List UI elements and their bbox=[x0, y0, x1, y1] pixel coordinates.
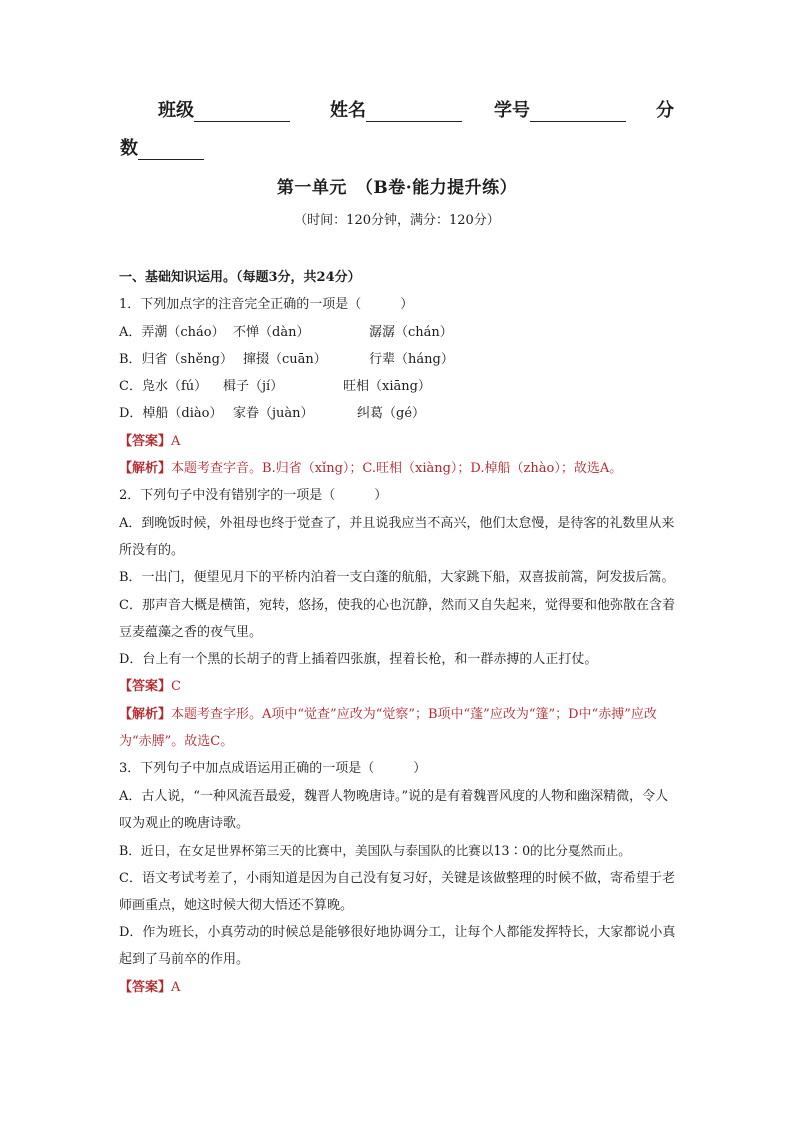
class-blank[interactable] bbox=[194, 103, 290, 122]
q1-option-a bbox=[119, 319, 677, 346]
q2-option-b: B．一出门，便望见月下的平桥内泊着一支白蓬的航船，大家跳下船，双喜拔前篙，阿发拔后篙。 bbox=[119, 570, 675, 586]
answer-value: A bbox=[171, 433, 181, 449]
name-blank[interactable] bbox=[366, 103, 462, 122]
q3-option-a: A．古人说，“一种风流吾最爱，魏晋人物晚唐诗。”说的是有着魏晋风度的人物和幽深精微，令人叹为观止的晚唐诗歌。 bbox=[119, 788, 669, 831]
score-blank[interactable] bbox=[138, 141, 204, 160]
option-item: 行辈（háng） bbox=[369, 351, 454, 367]
q3-option-d: D．作为班长，小真劳动的时候总是能够很好地协调分工，让每个人都能发挥特长，大家都说小真起到了马前卒的作用。 bbox=[119, 925, 676, 968]
answer-tag: 【答案】 bbox=[119, 679, 172, 695]
q3-answer bbox=[119, 974, 677, 1001]
q3-stem: 3．下列句子中加点成语运用正确的一项是（ ） bbox=[119, 761, 427, 777]
explanation-tag: 【解析】 bbox=[119, 461, 172, 477]
class-label: 班级 bbox=[158, 100, 194, 121]
id-field bbox=[494, 96, 626, 122]
q2-explanation bbox=[119, 701, 677, 756]
answer-value: C bbox=[171, 679, 181, 695]
score-label-part2: 数 bbox=[120, 138, 138, 159]
id-blank[interactable] bbox=[530, 103, 626, 122]
page-subtitle: （时间：120分钟，满分：120分） bbox=[294, 213, 500, 228]
score-label-part1: 分 bbox=[656, 100, 674, 121]
q3-option-b: B．近日，在女足世界杯第三天的比赛中，美国队与泰国队的比赛以13∶0的比分戛然而止。 bbox=[119, 843, 631, 859]
option-item: 撺掇（cuān） bbox=[243, 351, 327, 367]
q2-stem: 2．下列句子中没有错别字的一项是（ ） bbox=[119, 488, 388, 504]
option-item: 旺相（xiāng） bbox=[343, 379, 431, 395]
q2-option-c: C．那声音大概是横笛，宛转，悠扬，使我的心也沉静，然而又自失起来，觉得要和他弥散在含着豆麦蕴藻之香的夜气里。 bbox=[119, 597, 675, 640]
option-item: C．凫水（fú） bbox=[119, 379, 208, 395]
option-item: 家眷（juàn） bbox=[233, 406, 314, 422]
student-info-row bbox=[120, 96, 680, 124]
q1-answer bbox=[119, 428, 677, 455]
q1-option-b bbox=[119, 346, 677, 373]
q2-option-d: D．台上有一个黑的长胡子的背上插着四张旗，捏着长枪，和一群赤搏的人正打仗。 bbox=[119, 652, 598, 668]
q2-option-a: A．到晚饭时候，外祖母也终于觉查了，并且说我应当不高兴，他们太怠慢，是待客的礼数里从来所没有的。 bbox=[119, 515, 675, 558]
q1-option-d bbox=[119, 400, 677, 427]
explanation-text: 本题考查字音。B.归省（xǐng）；C.旺相（xiàng）；D.棹船（zhào）；故选A。 bbox=[171, 461, 623, 477]
section-heading: 一、基础知识运用。（每题3分，共24分） bbox=[119, 270, 361, 285]
answer-tag: 【答案】 bbox=[119, 433, 172, 449]
q1-option-c bbox=[119, 373, 677, 400]
class-field bbox=[158, 96, 290, 122]
score-field bbox=[120, 134, 204, 160]
explanation-tag: 【解析】 bbox=[119, 706, 172, 722]
q2-answer bbox=[119, 673, 677, 700]
answer-value: A bbox=[171, 979, 181, 995]
id-label: 学号 bbox=[494, 100, 530, 121]
option-item: 不惮（dàn） bbox=[233, 324, 310, 340]
option-item: 楫子（jí） bbox=[223, 379, 284, 395]
explanation-text: 本题考查字形。A项中“觉查”应改为“觉察”；B项中“蓬”应改为“篷”；D中“赤搏”应改为“赤膊”。故选C。 bbox=[119, 706, 657, 750]
q1-explanation bbox=[119, 455, 677, 482]
option-item: A．弄潮（cháo） bbox=[119, 324, 225, 340]
question-content bbox=[119, 264, 677, 1001]
name-label: 姓名 bbox=[330, 100, 366, 121]
page-title: 第一单元 （B卷·能力提升练） bbox=[276, 178, 518, 198]
option-item: 潺潺（chán） bbox=[369, 324, 453, 340]
q3-option-c: C．语文考试考差了，小雨知道是因为自己没有复习好，关键是该做整理的时候不做，寄希望于老师画重点，她这时候大彻大悟还不算晚。 bbox=[119, 870, 675, 913]
option-item: B．归省（shěng） bbox=[119, 351, 233, 367]
option-item: 纠葛（gé） bbox=[357, 406, 426, 422]
answer-tag: 【答案】 bbox=[119, 979, 172, 995]
q1-stem: 1．下列加点字的注音完全正确的一项是（ ） bbox=[119, 297, 414, 313]
name-field bbox=[330, 96, 462, 122]
option-item: D．棹船（diào） bbox=[119, 406, 223, 422]
